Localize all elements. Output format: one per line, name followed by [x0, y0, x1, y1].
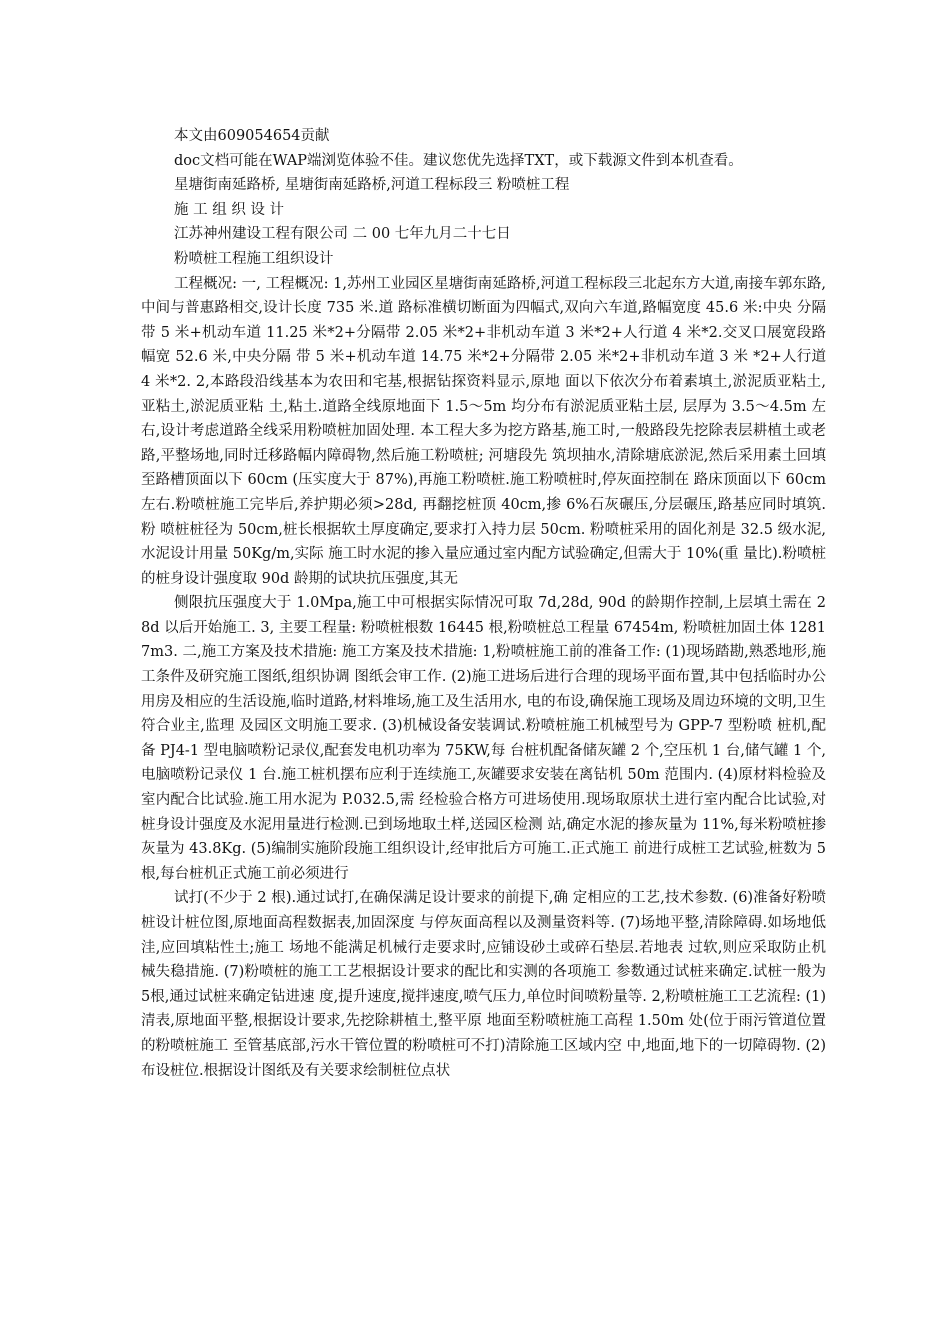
doc-title-line: 粉喷桩工程施工组织设计 — [174, 250, 334, 267]
document-body — [141, 124, 826, 1083]
subject-line: 星塘街南延路桥, 星塘街南延路桥,河道工程标段三 粉喷桩工程 — [174, 177, 570, 194]
company-date-line: 江苏神州建设工程有限公司 二 00 七年九月二十七日 — [174, 226, 511, 243]
paragraph-process: 试打(不少于 2 根).通过试打,在确保满足设计要求的前提下,确 定相应的工艺,技术参数. (6)准备好粉喷桩设计桩位图,原地面高程数据表,加固深度 与停灰面高程以及测量资料等. (7)场地平整,清除障碍.如场地低洼,应回填粘性土;施工 场地不能满足机械行走要求时,应铺设砂土或碎石垫层.若地表 过软,则应采取防止机械失稳措施. (7)粉喷桩的施工工艺根据设计要求的配比和实测的各项施工 参数通过试桩来确定.试桩一般为5根,通过试桩来确定钻进速 度,提升速度,搅拌速度,喷气压力,单位时间喷粉量等. 2,粉喷桩施工工艺流程: (1)清表,原地面平整,根据设计要求,先挖除耕植土,整平原 地面至粉喷桩施工高程 1.50m 处(位于雨污管道位置的粉喷桩施工 至管基底部,污水干管位置的粉喷桩可不打)清除施工区域内空 中,地面,地下的一切障碍物. (2)布设桩位.根据设计图纸及有关要求绘制桩位点状 — [141, 890, 826, 1079]
notice-line: doc文档可能在WAP端浏览体验不佳。建议您优先选择TXT，或下载源文件到本机查看。 — [174, 152, 743, 169]
paragraph-overview: 工程概况: 一, 工程概况: 1,苏州工业园区星塘街南延路桥,河道工程标段三北起东方大道,南接车郭东路,中间与普惠路相交,设计长度 735 米.道 路标准横切断面为四幅式,双向六车道,路幅宽度 45.6 米:中央 分隔带 5 米+机动车道 11.25 米*2+分隔带 2.05 米*2+非机动车道 3 米*2+人行道 4 米*2.交叉口展宽段路幅宽 52.6 米,中央分隔 带 5 米+机动车道 14.75 米*2+分隔带 2.05 米*2+非机动车道 3 米 *2+人行道 4 米*2. 2,本路段沿线基本为农田和宅基,根据钻探资料显示,原地 面以下依次分布着素填土,淤泥质亚粘土,亚粘土,淤泥质亚粘 土,粘土.道路全线原地面下 1.5～5m 均分布有淤泥质亚粘土层, 层厚为 3.5～4.5m 左右,设计考虑道路全线采用粉喷桩加固处理. 本工程大多为挖方路基,施工时,一般路段先挖除表层耕植土或老 路,平整场地,同时迁移路幅内障碍物,然后施工粉喷桩; 河塘段先 筑坝抽水,清除塘底淤泥,然后采用素土回填至路槽顶面以下 60cm (压实度大于 87%),再施工粉喷桩.施工粉喷桩时,停灰面控制在 路床顶面以下 60cm 左右.粉喷桩施工完毕后,养护期必须>28d, 再翻挖桩顶 40cm,掺 6%石灰碾压,分层碾压,路基应同时填筑.粉 喷桩桩径为 50cm,桩长根据软土厚度确定,要求打入持力层 50cm. 粉喷桩采用的固化剂是 32.5 级水泥,水泥设计用量 50Kg/m,实际 施工时水泥的掺入量应通过室内配方试验确定,但需大于 10%(重 量比).粉喷桩的桩身设计强度取 90d 龄期的试块抗压强度,其无 — [141, 275, 826, 587]
contributor-line: 本文由609054654贡献 — [174, 128, 330, 144]
title-line: 施 工 组 织 设 计 — [174, 201, 285, 218]
paragraph-quantities-preparation: 侧限抗压强度大于 1.0Mpa,施工中可根据实际情况可取 7d,28d, 90d 的龄期作控制,上层填土需在 28d 以后开始施工. 3, 主要工程量: 粉喷桩根数 16445 根,粉喷桩总工程量 67454m, 粉喷桩加固土体 12817m3. 二,施工方案及技术措施: 施工方案及技术措施: 1,粉喷桩施工前的准备工作: (1)现场踏勘,熟悉地形,施工条件及研究施工图纸,组织协调 图纸会审工作. (2)施工进场后进行合理的现场平面布置,其中包括临时办公 用房及相应的生活设施,临时道路,材料堆场,施工及生活用水, 电的布设,确保施工现场及周边环境的文明,卫生符合业主,监理 及园区文明施工要求. (3)机械设备安装调试.粉喷桩施工机械型号为 GPP-7 型粉喷 桩机,配备 PJ4-1 型电脑喷粉记录仪,配套发电机功率为 75KW,每 台桩机配备储灰罐 2 个,空压机 1 台,储气罐 1 个,电脑喷粉记录仪 1 台.施工桩机摆布应利于连续施工,灰罐要求安装在离钻机 50m 范围内. (4)原材料检验及室内配合比试验.施工用水泥为 P.032.5,需 经检验合格方可进场使用.现场取原状土进行室内配合比试验,对 桩身设计强度及水泥用量进行检测.已到场地取土样,送园区检测 站,确定水泥的掺灰量为 11%,每米粉喷桩掺灰量为 43.8Kg. (5)编制实施阶段施工组织设计,经审批后方可施工.正式施工 前进行成桩工艺试验,桩数为 5 根,每台桩机正式施工前必须进行 — [141, 595, 826, 882]
